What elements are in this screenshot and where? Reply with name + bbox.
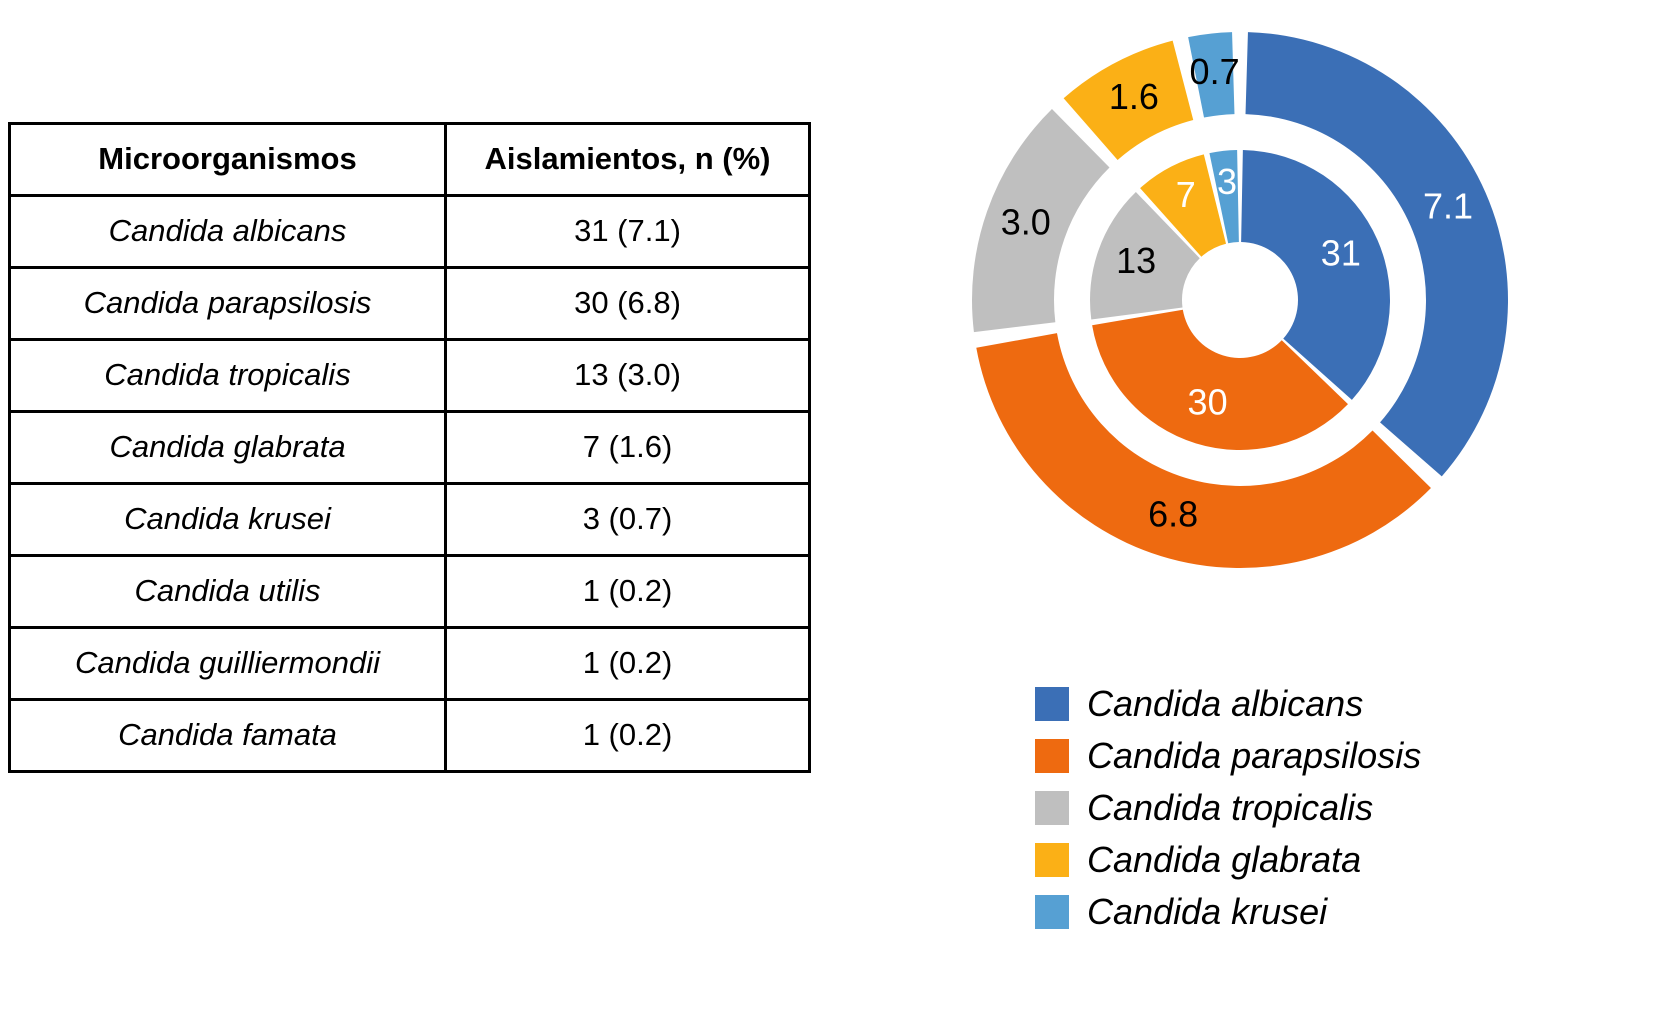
legend-swatch-icon [1035,687,1069,721]
legend-swatch-icon [1035,895,1069,929]
cell-organism: Candida krusei [10,484,446,556]
legend-item-glabrata [1035,834,1635,886]
legend-swatch-icon [1035,739,1069,773]
outer-slice-label-tropicalis: 3.0 [1000,201,1051,243]
donut-svg [930,0,1670,680]
cell-organism: Candida tropicalis [10,340,446,412]
legend-item-albicans [1035,678,1635,730]
table-row [10,484,810,556]
cell-isolates: 7 (1.6) [446,412,810,484]
cell-organism: Candida glabrata [10,412,446,484]
legend-label: Candida glabrata [1087,839,1362,880]
chart-legend [1035,678,1635,938]
table-row [10,268,810,340]
legend-item-krusei [1035,886,1635,938]
cell-isolates: 13 (3.0) [446,340,810,412]
table-row [10,412,810,484]
legend-label: Candida albicans [1087,683,1364,724]
table-row [10,556,810,628]
column-header-microorganisms: Microorganismos [10,124,446,196]
legend-label: Candida tropicalis [1087,787,1374,828]
table-header-row [10,124,810,196]
cell-organism: Candida utilis [10,556,446,628]
outer-slice-label-albicans: 7.1 [1423,185,1474,227]
isolates-table [8,122,811,773]
legend-item-parapsilosis [1035,730,1635,782]
legend-label: Candida parapsilosis [1087,735,1422,776]
outer-slice-label-krusei: 0.7 [1189,50,1240,92]
column-header-isolates: Aislamientos, n (%) [446,124,810,196]
outer-slice-label-parapsilosis: 6.8 [1148,493,1199,535]
legend-item-tropicalis [1035,782,1635,834]
table-row [10,196,810,268]
inner-slice-label-parapsilosis: 30 [1187,381,1228,423]
inner-slice-label-krusei: 3 [1216,161,1238,203]
nested-donut-chart [930,0,1670,680]
cell-organism: Candida albicans [10,196,446,268]
cell-isolates: 1 (0.2) [446,700,810,772]
legend-label: Candida krusei [1087,891,1328,932]
table-row [10,340,810,412]
cell-organism: Candida parapsilosis [10,268,446,340]
legend-swatch-icon [1035,843,1069,877]
cell-organism: Candida famata [10,700,446,772]
outer-slice-label-glabrata: 1.6 [1108,75,1159,117]
cell-isolates: 30 (6.8) [446,268,810,340]
cell-organism: Candida guilliermondii [10,628,446,700]
isolates-table-container [8,122,808,773]
table-row [10,700,810,772]
cell-isolates: 1 (0.2) [446,556,810,628]
inner-slice-label-albicans: 31 [1320,232,1361,274]
legend-swatch-icon [1035,791,1069,825]
inner-slice-label-tropicalis: 13 [1116,240,1157,282]
cell-isolates: 1 (0.2) [446,628,810,700]
table-row [10,628,810,700]
cell-isolates: 31 (7.1) [446,196,810,268]
cell-isolates: 3 (0.7) [446,484,810,556]
inner-slice-label-glabrata: 7 [1175,173,1196,215]
